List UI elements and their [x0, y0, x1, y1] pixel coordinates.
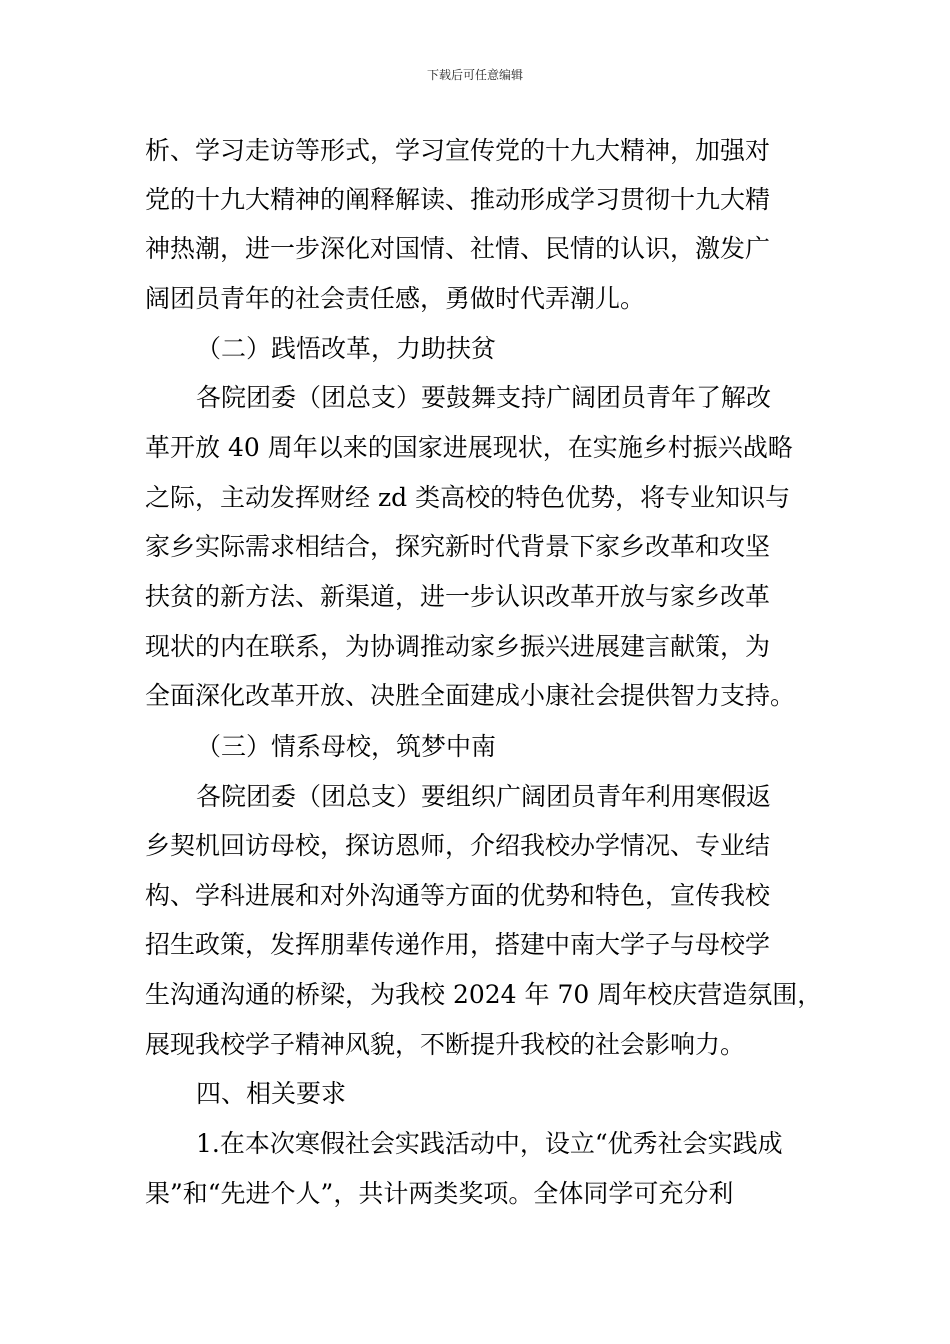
body-line: 展现我校学子精神风貌，不断提升我校的社会影响力。 — [145, 1030, 746, 1059]
body-line: 家乡实际需求相结合，探究新时代背景下家乡改革和攻坚 — [145, 532, 771, 561]
body-line: 各院团委（团总支）要组织广阔团员青年利用寒假返 — [196, 782, 772, 811]
body-line: 扶贫的新方法、新渠道，进一步认识改革开放与家乡改革 — [145, 582, 771, 611]
body-line: 现状的内在联系，为协调推动家乡振兴进展建言献策，为 — [145, 632, 771, 661]
body-line: 革开放 40 周年以来的国家进展现状，在实施乡村振兴战略 — [145, 433, 793, 462]
body-line: 阔团员青年的社会责任感，勇做时代弄潮儿。 — [145, 284, 646, 313]
body-line: 党的十九大精神的阐释解读、推动形成学习贯彻十九大精 — [145, 185, 771, 214]
section-heading: （三）情系母校，筑梦中南 — [196, 732, 497, 761]
body-line: 生沟通沟通的桥梁，为我校 2024 年 70 周年校庆营造氛围， — [145, 980, 823, 1009]
body-line: 析、学习走访等形式，学习宣传党的十九大精神，加强对 — [145, 136, 771, 165]
body-line: 乡契机回访母校，探访恩师，介绍我校办学情况、专业结 — [145, 831, 771, 860]
body-line: 全面深化改革开放、决胜全面建成小康社会提供智力支持。 — [145, 681, 796, 710]
section-heading: 四、相关要求 — [196, 1079, 347, 1108]
body-line: 构、学科进展和对外沟通等方面的优势和特色，宣传我校 — [145, 881, 771, 910]
section-heading: （二）践悟改革，力助扶贫 — [196, 334, 497, 363]
body-line: 之际，主动发挥财经 zd 类高校的特色优势，将专业知识与 — [145, 483, 791, 512]
page-header: 下载后可任意编辑 — [426, 68, 523, 82]
body-line: 果”和“先进个人”，共计两类奖项。全体同学可充分利 — [145, 1179, 734, 1208]
body-line: 神热潮，进一步深化对国情、社情、民情的认识，激发广 — [145, 234, 771, 263]
body-line: 招生政策，发挥朋辈传递作用，搭建中南大学子与母校学 — [145, 930, 771, 959]
body-line: 各院团委（团总支）要鼓舞支持广阔团员青年了解改 — [196, 383, 772, 412]
body-line: 1.在本次寒假社会实践活动中，设立“优秀社会实践成 — [196, 1129, 783, 1158]
